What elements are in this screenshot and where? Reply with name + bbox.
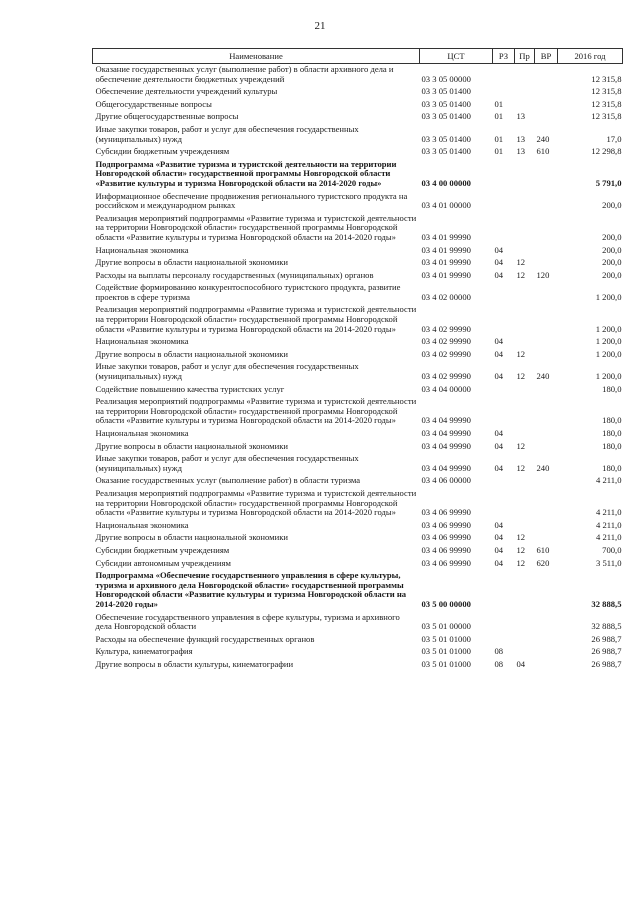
cell-name: Обеспечение государственного управления в сфере культуры, туризма и архивного дела Новгородской области <box>95 611 400 632</box>
cell-cst: 03 4 04 99990 <box>421 428 471 438</box>
cell-cst: 03 4 04 99990 <box>421 462 471 473</box>
cell-pr <box>515 213 535 245</box>
cell-name: Общегосударственные вопросы <box>95 98 212 109</box>
cell-vr <box>535 304 558 336</box>
table-row <box>93 634 623 647</box>
cell-rz: 04 <box>494 440 504 451</box>
cell-rz <box>493 396 515 428</box>
table-row <box>93 545 623 558</box>
cell-sum: 4 211,0 <box>596 519 622 530</box>
cell-name: Реализация мероприятий подпрограммы «Развитие туризма и туристской деятельности на территории Новгородской области» государственной программы Новгородской области «Развитие культуры и туризма Новгородской области на 2014-2020 годы» <box>95 304 417 334</box>
table-row <box>93 64 623 87</box>
cell-name: Содействие повышению качества туристских услуг <box>95 383 285 394</box>
cell-cst: 03 4 02 99990 <box>421 348 471 359</box>
table-row <box>93 159 623 191</box>
cell-sum: 5 791,0 <box>595 177 622 188</box>
cell-rz: 04 <box>494 269 504 280</box>
cell-cst: 03 3 05 01400 <box>421 111 471 122</box>
cell-pr: 04 <box>516 658 526 669</box>
cell-rz <box>493 159 515 191</box>
cell-name: Другие вопросы в области национальной экономики <box>95 257 288 268</box>
cell-rz: 04 <box>494 544 504 555</box>
cell-rz <box>493 304 515 336</box>
table-row <box>93 336 623 349</box>
cell-pr <box>515 99 535 112</box>
cell-cst: 03 4 02 99990 <box>421 323 471 334</box>
cell-cst: 03 4 01 99990 <box>421 231 471 242</box>
cell-vr <box>535 441 558 454</box>
cell-name: Подпрограмма «Развитие туризма и туристской деятельности на территории Новгородской области» государственной программы Новгородской области «Развитие культуры и туризма Новгородской области на 2014-2020 годы» <box>95 158 397 188</box>
cell-rz <box>493 634 515 647</box>
cell-pr: 12 <box>516 371 526 382</box>
cell-rz <box>493 86 515 99</box>
cell-cst: 03 4 00 00000 <box>421 177 471 188</box>
cell-cst: 03 4 04 99990 <box>421 415 471 426</box>
cell-pr: 12 <box>516 269 526 280</box>
cell-vr: 240 <box>536 371 550 382</box>
cell-cst: 03 4 01 99990 <box>421 244 471 255</box>
cell-rz: 04 <box>494 428 504 438</box>
cell-rz: 04 <box>494 336 504 347</box>
cell-vr <box>535 384 558 397</box>
cell-cst: 03 4 02 99990 <box>421 371 471 382</box>
table-row <box>93 532 623 545</box>
cell-sum: 32 888,5 <box>591 598 622 609</box>
table-row <box>93 612 623 634</box>
cell-sum: 180,0 <box>602 462 622 473</box>
cell-vr: 240 <box>536 462 550 473</box>
cell-pr <box>515 282 535 304</box>
cell-pr <box>515 64 535 87</box>
cell-sum: 26 988,7 <box>591 658 622 669</box>
cell-pr: 12 <box>516 557 526 568</box>
cell-pr: 12 <box>516 544 526 555</box>
cell-cst: 03 4 01 99990 <box>421 269 471 280</box>
cell-vr <box>535 245 558 258</box>
cell-vr: 610 <box>536 146 550 157</box>
cell-pr: 12 <box>516 440 526 451</box>
cell-cst: 03 3 05 01400 <box>421 98 471 109</box>
table-row <box>93 282 623 304</box>
cell-cst: 03 4 04 99990 <box>421 440 471 451</box>
table-row <box>93 361 623 383</box>
cell-vr <box>535 570 558 611</box>
cell-sum: 4 211,0 <box>596 532 622 543</box>
cell-sum: 12 298,8 <box>591 146 622 157</box>
cell-pr <box>515 304 535 336</box>
header-pr: Пр <box>515 49 535 64</box>
cell-name: Национальная экономика <box>95 519 189 530</box>
cell-name: Субсидии бюджетным учреждениям <box>95 544 230 555</box>
cell-vr <box>535 428 558 441</box>
table-row <box>93 146 623 159</box>
cell-name: Другие вопросы в области национальной экономики <box>95 532 288 543</box>
cell-rz: 04 <box>494 462 504 473</box>
cell-vr <box>535 213 558 245</box>
cell-cst: 03 4 06 99990 <box>421 532 471 543</box>
cell-name: Обеспечение деятельности учреждений культуры <box>95 86 278 97</box>
cell-rz <box>493 191 515 213</box>
table-body <box>93 64 623 672</box>
cell-sum: 26 988,7 <box>591 633 622 644</box>
cell-pr <box>515 396 535 428</box>
header-sum: 2016 год <box>558 49 623 64</box>
cell-sum: 180,0 <box>602 428 622 438</box>
cell-rz <box>493 612 515 634</box>
cell-name: Другие вопросы в области национальной экономики <box>95 440 288 451</box>
table-header <box>93 49 623 64</box>
cell-pr: 13 <box>516 146 526 157</box>
cell-pr <box>515 634 535 647</box>
cell-name: Национальная экономика <box>95 244 189 255</box>
cell-rz: 04 <box>494 557 504 568</box>
cell-rz: 01 <box>494 111 504 122</box>
cell-vr <box>535 64 558 87</box>
cell-name: Национальная экономика <box>95 336 189 347</box>
cell-name: Иные закупки товаров, работ и услуг для обеспечения государственных (муниципальных) нужд <box>95 361 359 382</box>
cell-pr: 12 <box>516 532 526 543</box>
cell-name: Расходы на обеспечение функций государственных органов <box>95 633 315 644</box>
cell-pr <box>515 384 535 397</box>
cell-cst: 03 3 05 00000 <box>421 73 471 84</box>
cell-vr <box>535 191 558 213</box>
cell-name: Содействие формированию конкурентоспособного туристского продукта, развитие проектов в сфере туризма <box>95 282 401 302</box>
cell-name: Иные закупки товаров, работ и услуг для обеспечения государственных (муниципальных) нужд <box>95 123 359 144</box>
cell-pr <box>515 191 535 213</box>
table-row <box>93 475 623 488</box>
cell-sum: 12 315,8 <box>591 111 622 122</box>
cell-vr: 610 <box>536 544 550 555</box>
table-row <box>93 245 623 258</box>
cell-rz <box>493 213 515 245</box>
cell-vr <box>535 99 558 112</box>
table-row <box>93 270 623 283</box>
cell-cst: 03 5 01 01000 <box>421 658 471 669</box>
table-row <box>93 520 623 533</box>
header-vr: ВР <box>535 49 558 64</box>
cell-vr: 120 <box>536 269 550 280</box>
cell-vr <box>535 488 558 520</box>
table-row <box>93 99 623 112</box>
cell-cst: 03 5 01 00000 <box>421 621 471 632</box>
cell-name: Оказание государственных услуг (выполнение работ) в области архивного дела и обеспечение деятельности бюджетных учреждений <box>95 64 394 84</box>
cell-vr <box>535 475 558 488</box>
table-row <box>93 304 623 336</box>
table-row <box>93 384 623 397</box>
cell-rz <box>493 282 515 304</box>
table-row <box>93 570 623 611</box>
table-row <box>93 124 623 146</box>
cell-sum: 26 988,7 <box>591 646 622 657</box>
cell-vr <box>535 520 558 533</box>
cell-rz: 04 <box>494 532 504 543</box>
cell-sum: 180,0 <box>602 383 622 394</box>
cell-sum: 4 211,0 <box>596 507 622 518</box>
cell-pr: 12 <box>516 462 526 473</box>
cell-sum: 180,0 <box>602 415 622 426</box>
cell-cst: 03 4 06 99990 <box>421 519 471 530</box>
cell-sum: 700,0 <box>602 544 622 555</box>
cell-cst: 03 3 05 01400 <box>421 86 471 97</box>
cell-rz <box>493 570 515 611</box>
cell-cst: 03 5 01 01000 <box>421 646 471 657</box>
table-row <box>93 86 623 99</box>
cell-rz: 04 <box>494 257 504 268</box>
cell-rz: 04 <box>494 519 504 530</box>
cell-sum: 1 200,0 <box>595 323 622 334</box>
cell-vr <box>535 349 558 362</box>
cell-vr <box>535 659 558 672</box>
table-row <box>93 191 623 213</box>
header-name: Наименование <box>93 49 420 64</box>
cell-pr <box>515 520 535 533</box>
cell-rz <box>493 488 515 520</box>
cell-sum: 12 315,8 <box>591 73 622 84</box>
cell-name: Субсидии автономным учреждениям <box>95 557 231 568</box>
cell-sum: 1 200,0 <box>595 291 622 302</box>
cell-rz: 08 <box>494 658 504 669</box>
cell-name: Оказание государственных услуг (выполнение работ) в области туризма <box>95 475 361 486</box>
cell-rz: 04 <box>494 371 504 382</box>
cell-rz <box>493 384 515 397</box>
cell-pr <box>515 428 535 441</box>
cell-sum: 17,0 <box>606 133 622 144</box>
cell-cst: 03 4 06 00000 <box>421 475 471 486</box>
cell-sum: 3 511,0 <box>596 557 622 568</box>
cell-cst: 03 4 06 99990 <box>421 544 471 555</box>
table-row <box>93 257 623 270</box>
cell-pr <box>515 646 535 659</box>
cell-vr <box>535 646 558 659</box>
cell-pr <box>515 570 535 611</box>
cell-vr: 620 <box>536 557 550 568</box>
cell-pr: 12 <box>516 348 526 359</box>
cell-sum: 1 200,0 <box>595 336 622 347</box>
cell-name: Реализация мероприятий подпрограммы «Развитие туризма и туристской деятельности на территории Новгородской области» государственной программы Новгородской области «Развитие культуры и туризма Новгородской области на 2014-2020 годы» <box>95 396 417 426</box>
cell-sum: 1 200,0 <box>595 348 622 359</box>
cell-sum: 12 315,8 <box>591 86 622 97</box>
cell-cst: 03 4 04 00000 <box>421 383 471 394</box>
table-row <box>93 213 623 245</box>
cell-name: Культура, кинематография <box>95 646 193 657</box>
cell-rz: 01 <box>494 146 504 157</box>
cell-name: Подпрограмма «Обеспечение государственного управления в сфере культуры, туризма и архивного дела Новгородской области» государственной программы Новгородской области «Развитие культуры и туризма Новгородской области на 2014-2020 годы» <box>95 570 407 609</box>
cell-rz: 04 <box>494 244 504 255</box>
table-row <box>93 659 623 672</box>
cell-sum: 12 315,8 <box>591 98 622 109</box>
cell-rz <box>493 64 515 87</box>
cell-vr <box>535 396 558 428</box>
cell-cst: 03 3 05 01400 <box>421 133 471 144</box>
cell-pr: 12 <box>516 257 526 268</box>
cell-cst: 03 3 05 01400 <box>421 146 471 157</box>
cell-name: Реализация мероприятий подпрограммы «Развитие туризма и туристской деятельности на территории Новгородской области» государственной программы Новгородской области «Развитие культуры и туризма Новгородской области на 2014-2020 годы» <box>95 487 417 518</box>
cell-cst: 03 4 06 99990 <box>421 507 471 518</box>
cell-pr: 13 <box>516 133 526 144</box>
cell-pr <box>515 475 535 488</box>
cell-pr <box>515 86 535 99</box>
cell-sum: 200,0 <box>602 200 622 211</box>
cell-pr <box>515 488 535 520</box>
cell-vr <box>535 257 558 270</box>
cell-cst: 03 4 02 99990 <box>421 336 471 347</box>
cell-cst: 03 5 00 00000 <box>421 598 471 609</box>
table-row <box>93 646 623 659</box>
cell-sum: 200,0 <box>602 257 622 268</box>
cell-vr <box>535 111 558 124</box>
cell-name: Другие вопросы в области культуры, кинематографии <box>95 658 294 669</box>
cell-pr <box>515 336 535 349</box>
budget-table <box>92 48 623 671</box>
cell-vr <box>535 612 558 634</box>
cell-pr <box>515 245 535 258</box>
cell-name: Расходы на выплаты персоналу государственных (муниципальных) органов <box>95 269 374 280</box>
cell-pr: 13 <box>516 111 526 122</box>
cell-cst: 03 5 01 01000 <box>421 633 471 644</box>
cell-cst: 03 4 01 99990 <box>421 257 471 268</box>
cell-cst: 03 4 06 99990 <box>421 557 471 568</box>
cell-sum: 1 200,0 <box>595 371 622 382</box>
cell-vr <box>535 282 558 304</box>
cell-name: Национальная экономика <box>95 428 189 438</box>
table-row <box>93 428 623 441</box>
table-row <box>93 349 623 362</box>
cell-name: Другие общегосударственные вопросы <box>95 111 239 122</box>
cell-vr: 240 <box>536 133 550 144</box>
table-row <box>93 488 623 520</box>
cell-vr <box>535 634 558 647</box>
table-row <box>93 396 623 428</box>
cell-sum: 32 888,5 <box>591 621 622 632</box>
cell-sum: 200,0 <box>602 244 622 255</box>
cell-rz: 04 <box>494 348 504 359</box>
header-rz: РЗ <box>493 49 515 64</box>
cell-vr <box>535 336 558 349</box>
table-row <box>93 111 623 124</box>
cell-rz: 08 <box>494 646 504 657</box>
cell-name: Иные закупки товаров, работ и услуг для обеспечения государственных (муниципальных) нужд <box>95 453 359 473</box>
cell-name: Информационное обеспечение продвижения регионального туристского продукта на российском и международном рынках <box>95 190 408 211</box>
cell-rz: 01 <box>494 98 504 109</box>
header-cst: ЦСТ <box>420 49 493 64</box>
cell-sum: 200,0 <box>602 231 622 242</box>
cell-pr <box>515 159 535 191</box>
cell-sum: 200,0 <box>602 269 622 280</box>
cell-name: Реализация мероприятий подпрограммы «Развитие туризма и туристской деятельности на территории Новгородской области» государственной программы Новгородской области «Развитие культуры и туризма Новгородской области на 2014-2020 годы» <box>95 212 417 242</box>
cell-sum: 180,0 <box>602 440 622 451</box>
cell-rz <box>493 475 515 488</box>
cell-pr <box>515 612 535 634</box>
cell-name: Субсидии бюджетным учреждениям <box>95 146 230 157</box>
cell-vr <box>535 159 558 191</box>
cell-sum: 4 211,0 <box>596 475 622 486</box>
cell-cst: 03 4 02 00000 <box>421 291 471 302</box>
cell-cst: 03 4 01 00000 <box>421 200 471 211</box>
cell-vr <box>535 86 558 99</box>
table-row <box>93 453 623 475</box>
table-row <box>93 441 623 454</box>
cell-vr <box>535 532 558 545</box>
table-row <box>93 558 623 571</box>
cell-name: Другие вопросы в области национальной экономики <box>95 348 288 359</box>
cell-rz: 01 <box>494 133 504 144</box>
page-number: 21 <box>314 20 326 32</box>
